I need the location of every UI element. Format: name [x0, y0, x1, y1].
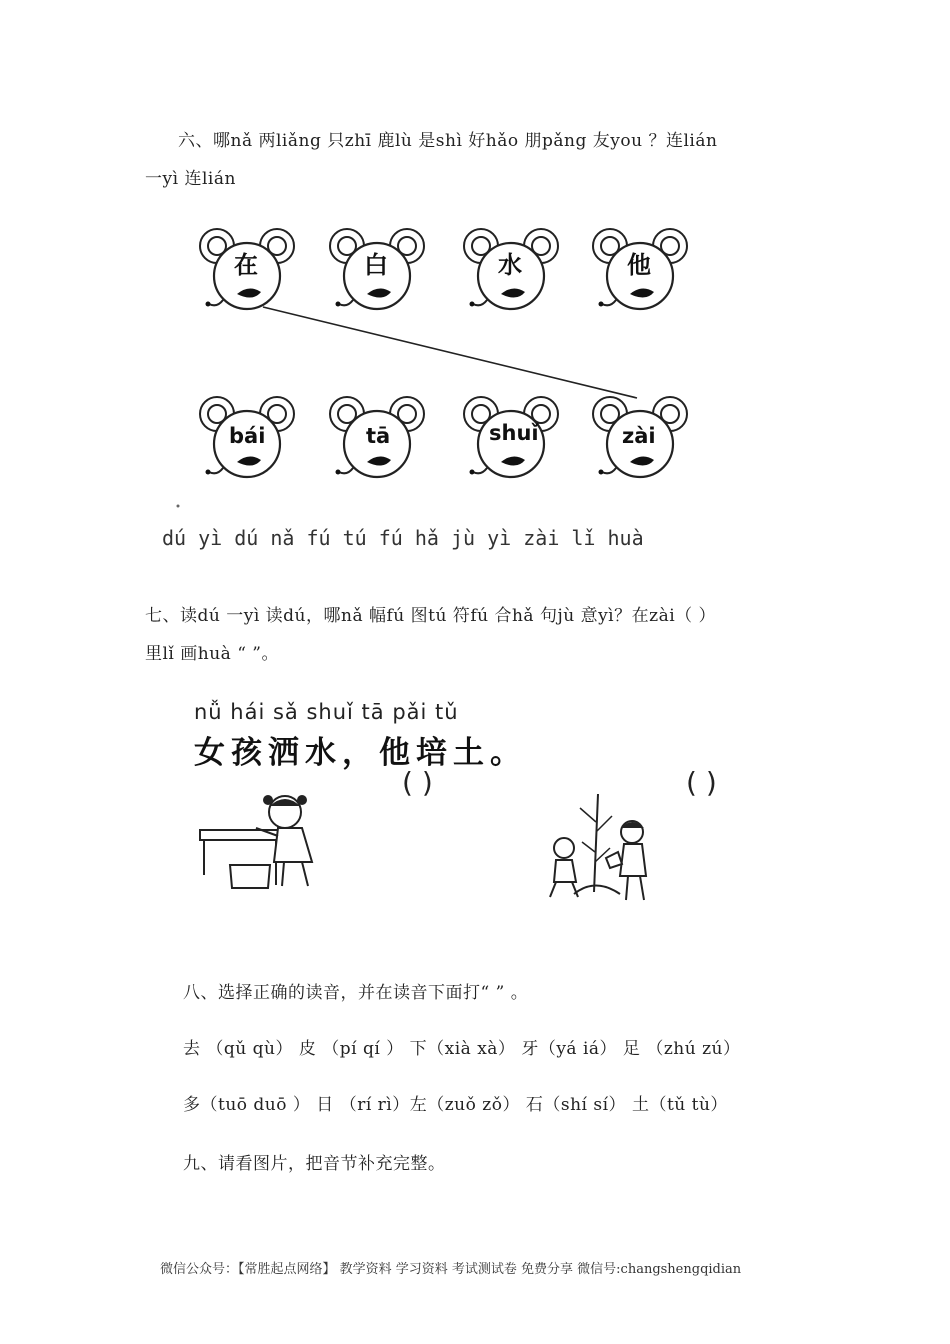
answer-paren-2[interactable]: ( )	[686, 766, 717, 799]
top-mouse-1-label: 在	[234, 251, 258, 279]
girl-cleaning-picture	[190, 790, 340, 895]
bottom-mouse-2-label: tā	[366, 424, 391, 448]
answer-paren-1[interactable]: ( )	[402, 766, 433, 799]
bottom-mouse-1-label: bái	[229, 424, 266, 448]
section8-row2: 多（tuō duō ） 日 （rí rì）左（zuǒ zǒ） 石（shí sí） 土（tǔ tù）	[183, 1095, 728, 1115]
section7-title-line2: 里lǐ 画huà “ ”。	[145, 644, 279, 664]
section8-title: 八、选择正确的读音，并在读音下面打“ ” 。	[183, 983, 529, 1003]
top-mouse-3-label: 水	[498, 251, 522, 279]
mouse-matching-figure	[0, 210, 950, 510]
section6-title-line2: 一yì 连lián	[145, 169, 236, 189]
section6-pinyin-row: dú yì dú nǎ fú tú fú hǎ jù yì zài lǐ huà	[162, 526, 644, 550]
bottom-mouse-3-label: shuǐ	[489, 421, 539, 445]
section7-title-line1: 七、读dú 一yì 读dú，哪nǎ 幅fú 图tú 符fú 合hǎ 句jù 意yì？在zài（ ）	[145, 606, 717, 626]
section8-row1: 去 （qǔ qù） 皮 （pí qí ） 下（xià xà） 牙（yá iá） 足 （zhú zú）	[183, 1039, 741, 1059]
top-mouse-4-label: 他	[627, 251, 651, 279]
footer-text: 微信公众号：【常胜起点网络】 教学资料 学习资料 考试测试卷 免费分享 微信号:changshengqidian	[160, 1262, 742, 1277]
bottom-mouse-4-label: zài	[622, 424, 656, 448]
top-mouse-2-label: 白	[364, 251, 388, 279]
match-line	[263, 307, 637, 398]
sentence-chinese: 女孩洒水，他培土。	[194, 735, 527, 771]
section9-title: 九、请看图片，把音节补充完整。	[183, 1154, 446, 1174]
planting-tree-picture	[520, 782, 670, 907]
sentence-pinyin: nǚ hái sǎ shuǐ tā pǎi tǔ	[194, 700, 459, 724]
section6-title-line1: 六、哪nǎ 两liǎng 只zhī 鹿lù 是shì 好hǎo 朋pǎng 友you ？连lián	[178, 131, 718, 151]
